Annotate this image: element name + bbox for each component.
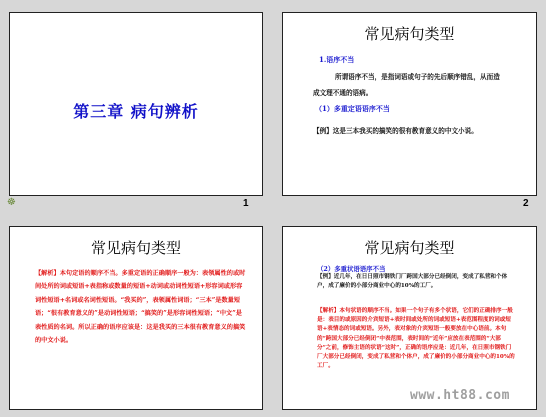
definition-text: 所谓语序不当，是指词语或句子的先后顺序错乱，从而造成文理不通的语病。 <box>313 73 500 97</box>
chapter-title: 第三章 病句辨析 <box>73 102 199 121</box>
slide-2-thumbnail[interactable] <box>282 12 537 196</box>
site-watermark: www.ht88.com <box>410 388 510 403</box>
analysis-text: 【解析】本句状语的顺序不当。如果一个句子有多个状语，它们的正确排序一般是：表目的或原因的介宾短语+表时间或处所的词或短语+表范围程度的词或短语+表情态的词或短语。另外，表对象的介宾短语一般要放在中心语前。本句的“跨国大部分已经倒闭”中表范围，表时间的“近年”应放在表范围的“大部分”之前，修饰主语的状语“这时”，正确的语序应是：近几年，在日照市钢铁门厂大部分已经倒闭，变成了私营和个体户，成了廉价的小部分商业中心的10%的工厂。 <box>317 308 515 370</box>
page-number-1: 1 <box>243 198 249 209</box>
slide-logo-icon: ☸ <box>7 197 16 208</box>
slide-3-title: 常见病句类型 <box>90 239 181 257</box>
slide-2-title: 常见病句类型 <box>364 25 455 43</box>
slide-1-thumbnail[interactable] <box>9 12 263 196</box>
example-text: 【例】近几年，在日日照市钢铁门厂跨国大部分已经倒闭，变成了私营和个体户，成了廉价的小部分商业中心的10%的工厂。 <box>317 274 508 290</box>
slide-4-thumbnail[interactable] <box>282 226 537 410</box>
slide-3-thumbnail[interactable] <box>9 226 263 410</box>
slide-4-title: 常见病句类型 <box>364 239 455 257</box>
subsection-heading: （2）多重状语语序不当 <box>317 265 386 273</box>
example-text: 【例】这是三本我买的搞笑的很有教育意义的中文小说。 <box>313 127 478 135</box>
section-heading: 1.语序不当 <box>319 55 355 64</box>
subsection-heading: （1）多重定语语序不当 <box>315 104 390 113</box>
analysis-text: 【解析】本句定语的顺序不当。多重定语的正确顺序一般为：表领属性的或时间处所的词或短语+表指称或数量的短语+动词或动词性短语+形容词或形容词性短语+名词或名词性短语。“我买的”，表领属性词语；“三本”是数量短语；“很有教育意义的”是动词性短语；“搞笑的”是形容词性短语；“中文”是表性质的名词。所以正确的语序应该是：这是我买的三本很有教育意义的搞笑的中文小说。 <box>35 270 246 345</box>
page-number-2: 2 <box>523 198 529 209</box>
